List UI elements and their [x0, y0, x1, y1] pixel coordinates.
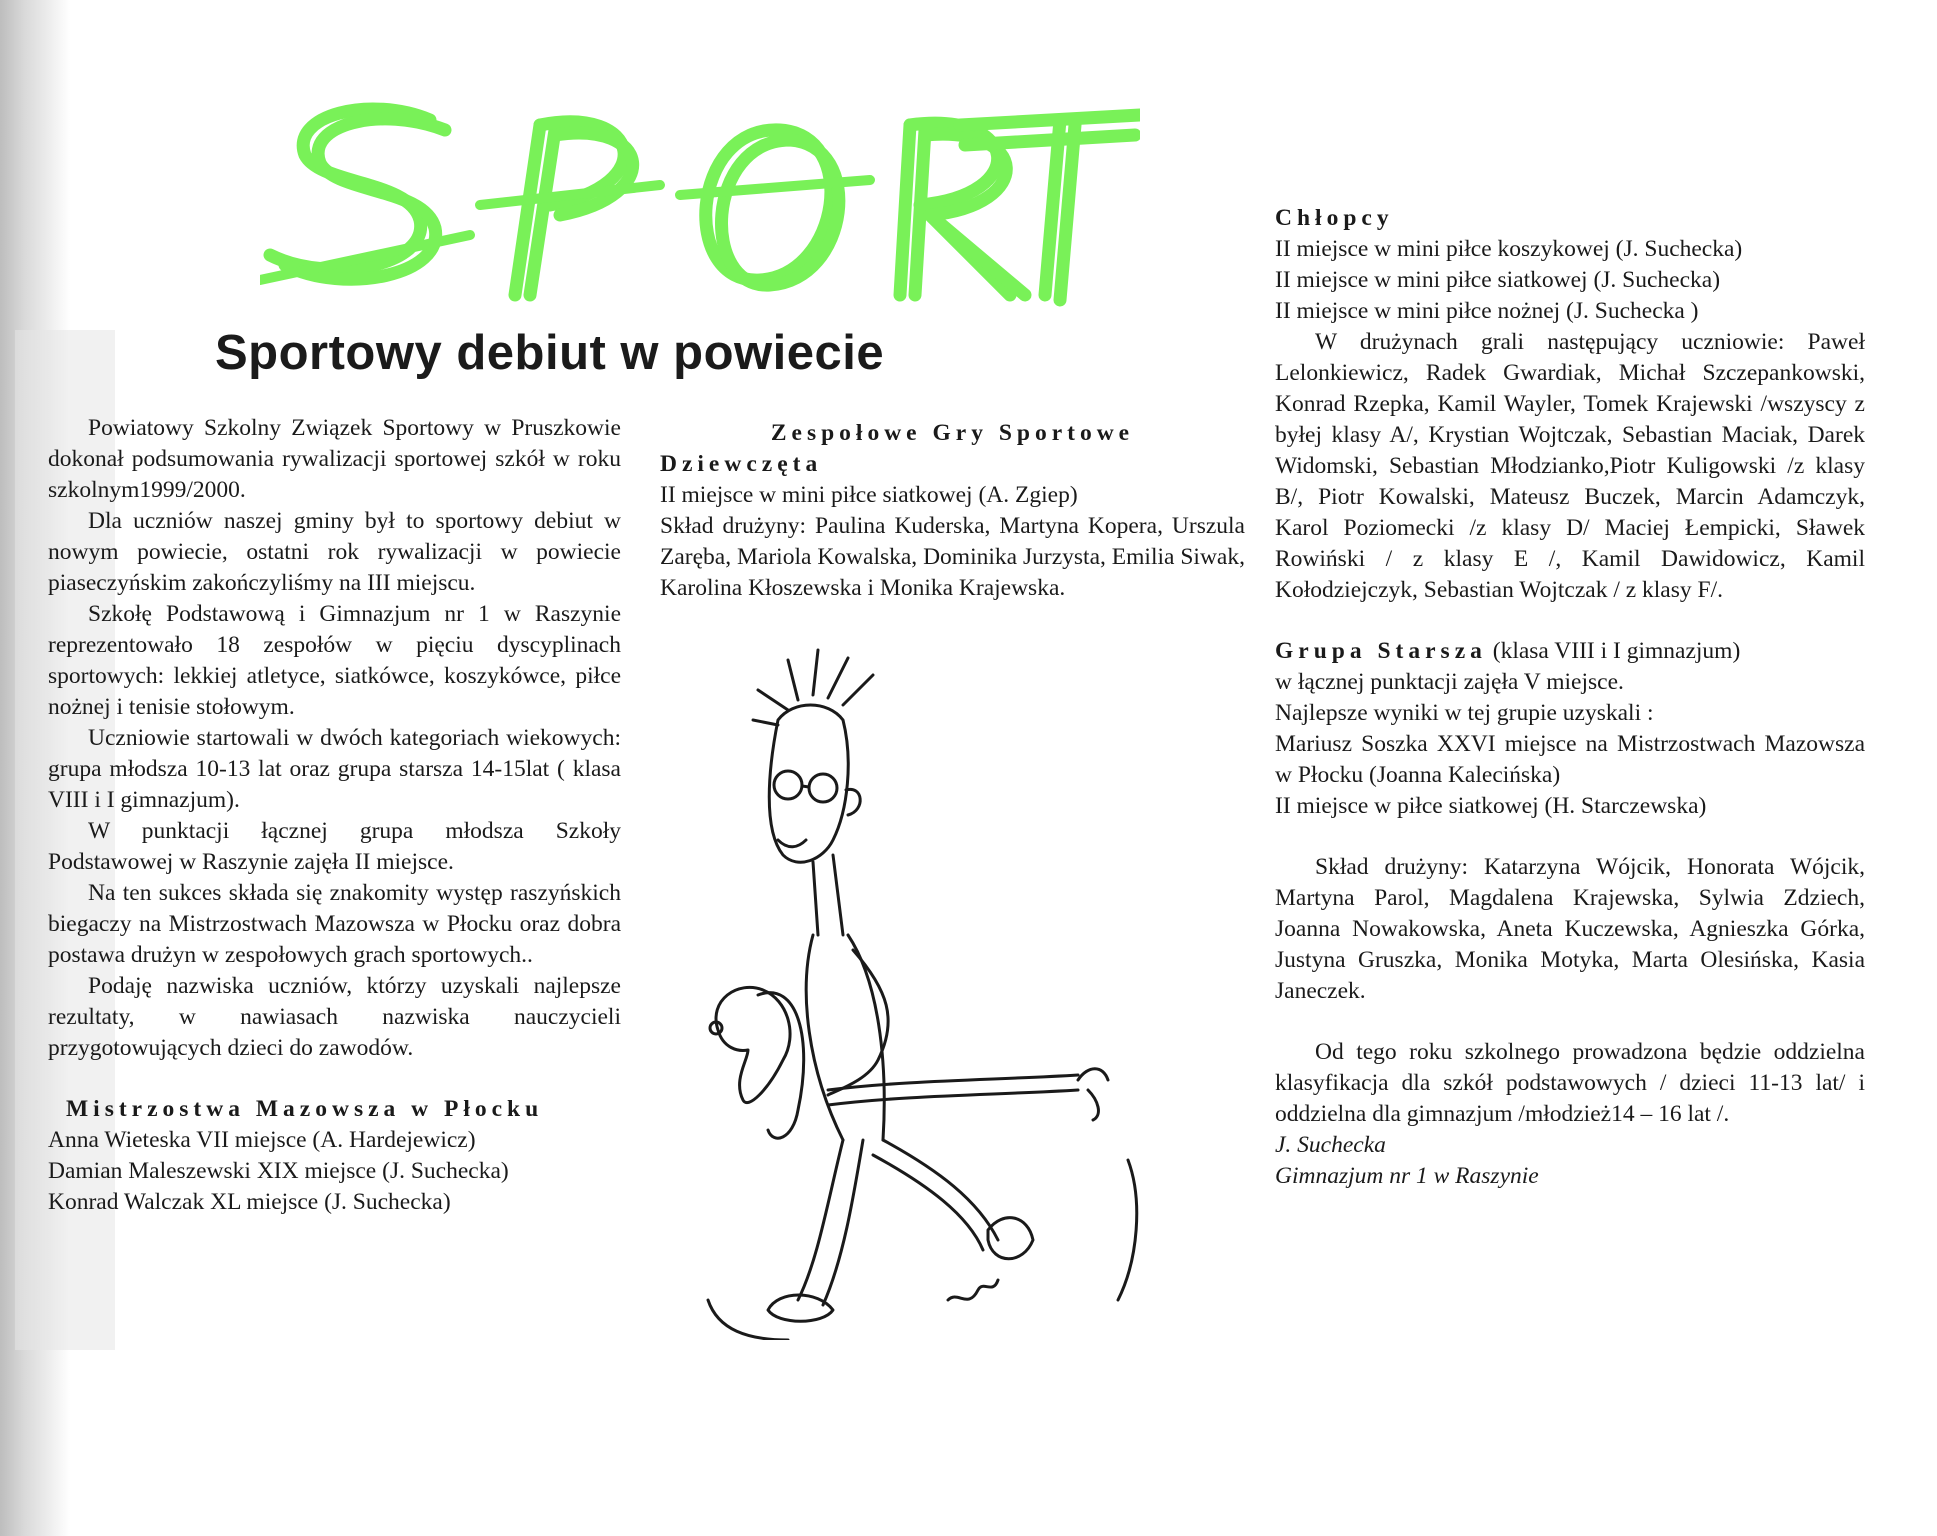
- paragraph: Na ten sukces składa się znakomity występ raszyńskich biegaczy na Mistrzostwach Mazowsza w Płocku oraz dobra postawa drużyn w zespołowych grach sportowych..: [48, 880, 621, 968]
- signature-name: J. Suchecka: [1275, 1132, 1386, 1158]
- headline: Sportowy debiut w powiecie: [215, 326, 885, 380]
- paragraph: W punktacji łącznej grupa młodsza Szkoły Podstawowej w Raszynie zajęła II miejsce.: [48, 818, 621, 875]
- result-line: II miejsce w mini piłce siatkowej (A. Zgiep): [660, 482, 1078, 508]
- result-line: Mariusz Soszka XXVI miejsce na Mistrzostwach Mazowsza w Płocku (Joanna Kalecińska): [1275, 731, 1865, 788]
- section-heading: Chłopcy: [1275, 205, 1394, 231]
- older-group-note: (klasa VIII i I gimnazjum): [1486, 638, 1741, 664]
- boys-team-list: W drużynach grali następujący uczniowie: Paweł Lelonkiewicz, Radek Gwardiak, Michał Szczepankowski, Konrad Rzepka, Kamil Wayler, Tomek Krajewski /wszyscy z byłej klasy A/, Krystian Wojtczak, Sebastian Maciak, Darek Widomski, Sebastian Młodzianko,Piotr Kuligowski /z klasy B/, Piotr Kowalski, Mateusz Buczek, Marcin Adamczyk, Karol Poziomecki /z klasy D/ Maciej Łempicki, Sławek Rowiński / z klasy E /, Kamil Dawidowicz, Kamil Kołodziejczyk, Sebastian Wojtczak / z klasy F/.: [1275, 329, 1865, 603]
- result-line: II miejsce w piłce siatkowej (H. Starczewska): [1275, 793, 1707, 819]
- squad-list: Skład drużyny: Katarzyna Wójcik, Honorata Wójcik, Martyna Parol, Magdalena Krajewska, Sylwia Zdziech, Joanna Nowakowska, Aneta Kuczewska, Agnieszka Górka, Justyna Gruszka, Monika Motyka, Marta Olesińska, Kasia Janeczek.: [1275, 854, 1865, 1004]
- paragraph: Uczniowie startowali w dwóch kategoriach wiekowych: grupa młodsza 10-13 lat oraz grupa starsza 14-15lat ( klasa VIII i I gimnazjum).: [48, 725, 621, 813]
- result-line: Damian Maleszewski XIX miejsce (J. Suchecka): [48, 1158, 509, 1184]
- signature-school: Gimnazjum nr 1 w Raszynie: [1275, 1163, 1539, 1189]
- result-line: II miejsce w mini piłce siatkowej (J. Suchecka): [1275, 267, 1721, 293]
- closing-paragraph: Od tego roku szkolnego prowadzona będzie oddzielna klasyfikacja dla szkół podstawowych / dzieci 11-13 lat/ i oddzielna dla gimnazjum /młodzież14 – 16 lat /.: [1275, 1039, 1865, 1127]
- result-line: II miejsce w mini piłce nożnej (J. Suchecka ): [1275, 298, 1699, 324]
- section-heading: Grupa Starsza: [1275, 638, 1487, 664]
- section-heading: Mistrzostwa Mazowsza w Płocku: [66, 1096, 544, 1122]
- paragraph: Szkołę Podstawową i Gimnazjum nr 1 w Raszynie reprezentowało 18 zespołów w pięciu dyscyplinach sportowych: lekkiej atletyce, siatkówce, koszykówce, piłce nożnej i tenisie stołowym.: [48, 601, 621, 720]
- result-line: II miejsce w mini piłce koszykowej (J. Suchecka): [1275, 236, 1743, 262]
- paragraph: Podaję nazwiska uczniów, którzy uzyskali najlepsze rezultaty, w nawiasach nazwiska nauczycieli przygotowujących dzieci do zawodów.: [48, 973, 621, 1061]
- squad-list: Skład drużyny: Paulina Kuderska, Martyna Kopera, Urszula Zaręba, Mariola Kowalska, Dominika Jurzysta, Emilia Siwak, Karolina Kłoszewska i Monika Krajewska.: [660, 513, 1245, 601]
- paragraph: Dla uczniów naszej gminy był to sportowy debiut w nowym powiecie, ostatni rok rywalizacji w powiecie piaseczyńskim zakończyliśmy na III miejscu.: [48, 508, 621, 596]
- subsection-heading: Dziewczęta: [660, 451, 823, 477]
- column-middle: [660, 418, 1245, 604]
- section-heading: Zespołowe Gry Sportowe: [770, 420, 1135, 446]
- sport-logo: [260, 85, 1140, 310]
- result-line: w łącznej punktacji zajęła V miejsce.: [1275, 669, 1624, 695]
- column-right: [1275, 203, 1865, 1192]
- runner-cartoon-illustration: [648, 640, 1208, 1340]
- result-line: Anna Wieteska VII miejsce (A. Hardejewicz): [48, 1127, 476, 1153]
- paragraph: Powiatowy Szkolny Związek Sportowy w Pruszkowie dokonał podsumowania rywalizacji sportowej szkół w roku szkolnym1999/2000.: [48, 415, 621, 503]
- older-group-heading: [1275, 636, 1865, 667]
- result-line: Konrad Walczak XL miejsce (J. Suchecka): [48, 1189, 451, 1215]
- result-line: Najlepsze wyniki w tej grupie uzyskali :: [1275, 700, 1654, 726]
- column-left: [48, 413, 621, 1218]
